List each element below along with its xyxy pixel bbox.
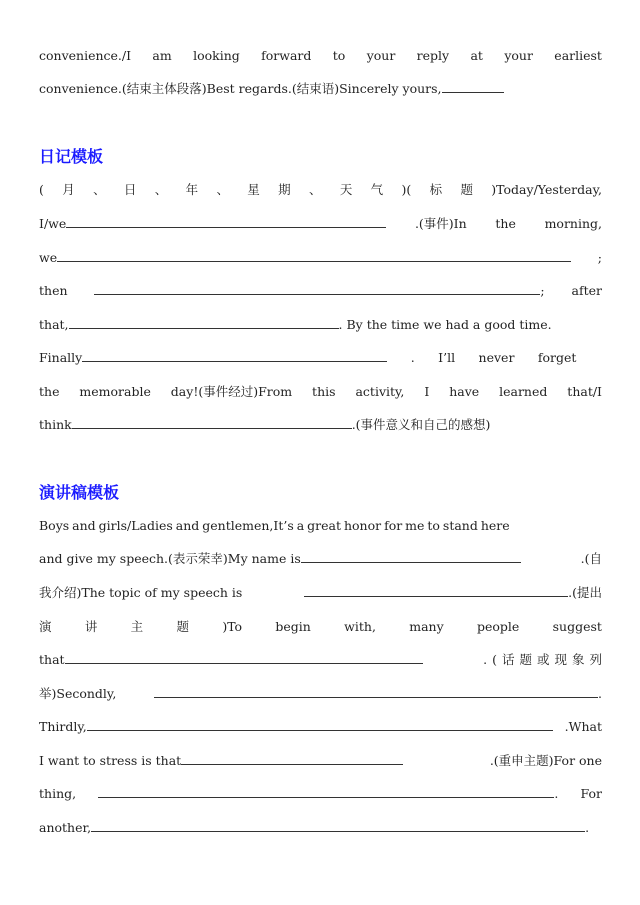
speech-line-3 <box>39 583 602 603</box>
word: reply <box>416 48 450 63</box>
word: with, <box>344 619 376 634</box>
word: 举)Secondly, <box>39 686 117 701</box>
suggestion-blank[interactable] <box>65 651 423 664</box>
word: )( <box>401 182 412 197</box>
word: never <box>478 350 515 365</box>
speech-line-10 <box>39 818 602 838</box>
word: 我介绍)The topic of my speech is <box>39 585 243 600</box>
name-blank[interactable] <box>301 550 521 563</box>
signature-blank[interactable] <box>442 80 504 93</box>
speech-line-5 <box>39 650 607 670</box>
word: begin <box>275 619 311 634</box>
word: forget <box>537 350 577 365</box>
word: am <box>152 48 172 63</box>
event-blank[interactable] <box>66 215 386 228</box>
then-activity-blank[interactable] <box>94 282 540 295</box>
diary-line-7 <box>39 382 602 402</box>
word: and give my speech.(表示荣幸)My name is <box>39 551 301 566</box>
word: your <box>504 48 533 63</box>
word: after <box>571 283 602 298</box>
after-that-blank[interactable] <box>69 316 339 329</box>
word: your <box>366 48 396 63</box>
diary-line-6 <box>39 348 602 368</box>
word: day!(事件经过)From <box>170 384 293 399</box>
word: the <box>39 384 60 399</box>
diary-line-4 <box>39 281 602 301</box>
speech-line-4 <box>39 617 602 637</box>
word: have <box>449 384 480 399</box>
word: think <box>39 417 72 432</box>
morning-activity-blank[interactable] <box>57 249 571 262</box>
finally-blank[interactable] <box>82 349 387 362</box>
speech-heading: 演讲稿模板 <box>39 483 120 502</box>
word: )Today/Yesterday, <box>491 182 602 197</box>
topic-blank[interactable] <box>304 584 568 597</box>
reflection-blank[interactable] <box>72 416 352 429</box>
word: 期 <box>278 182 291 197</box>
word: 标 <box>429 182 443 197</box>
speech-line-2 <box>39 549 602 569</box>
word: .(自 <box>580 551 602 566</box>
word: the <box>495 216 516 231</box>
word: at <box>470 48 483 63</box>
word: 星 <box>247 182 260 197</box>
word: 演 <box>39 619 52 634</box>
word: I <box>424 384 430 399</box>
word: thing, <box>39 786 77 801</box>
word: memorable <box>79 384 151 399</box>
word: 题 <box>176 619 189 634</box>
word: ; <box>597 250 602 265</box>
diary-line-3 <box>39 248 602 268</box>
word: .(事件意义和自己的感想) <box>351 417 491 432</box>
word: morning, <box>544 216 602 231</box>
word: . <box>410 350 415 365</box>
word: then <box>39 283 68 298</box>
word: .(事件)In <box>414 216 467 231</box>
word: . <box>585 820 590 835</box>
word: 题 <box>460 182 473 197</box>
speech-line-8 <box>39 751 602 771</box>
stress-blank[interactable] <box>181 752 403 765</box>
word: 主 <box>130 619 144 634</box>
word: earliest <box>554 48 602 63</box>
word: .What <box>564 719 602 734</box>
word: 、 <box>216 182 229 197</box>
word: ( <box>39 182 44 197</box>
word: 气 <box>370 182 384 197</box>
word: )To <box>222 619 243 634</box>
word: I want to stress is that <box>39 753 182 768</box>
word: that, <box>39 317 69 332</box>
word: forward <box>261 48 312 63</box>
speech-line-7 <box>39 717 602 737</box>
speech-line-9 <box>39 784 602 804</box>
word: Finally <box>39 350 83 365</box>
word: 、 <box>308 182 322 197</box>
word: I’ll <box>438 350 456 365</box>
word: that/I <box>567 384 602 399</box>
word: .(话题或现象列 <box>483 652 607 667</box>
word: people <box>476 619 520 634</box>
word: convenience./I <box>39 48 132 63</box>
word: 讲 <box>84 619 98 634</box>
diary-line-8 <box>39 415 602 435</box>
word: looking <box>193 48 240 63</box>
word: this <box>312 384 336 399</box>
letter-closing-text: convenience.(结束主体段落)Best regards.(结束语)Sincerely yours, <box>39 81 442 96</box>
for-another-blank[interactable] <box>91 819 585 832</box>
word: activity, <box>355 384 405 399</box>
word: 月 <box>62 182 75 197</box>
word: 、 <box>93 182 106 197</box>
word: learned <box>499 384 548 399</box>
letter-line-1 <box>39 46 602 66</box>
word: to <box>332 48 346 63</box>
for-one-thing-blank[interactable] <box>98 785 554 798</box>
word: suggest <box>552 619 602 634</box>
word: many <box>409 619 444 634</box>
diary-line-1 <box>39 180 602 200</box>
word: I/we <box>39 216 67 231</box>
thirdly-blank[interactable] <box>87 718 553 731</box>
speech-greeting: Boys and girls/Ladies and gentlemen,It’s a great honor for me to stand here <box>39 518 510 533</box>
word: Thirdly, <box>39 719 87 734</box>
speech-line-1 <box>39 516 602 536</box>
word: For <box>580 786 602 801</box>
word: that <box>39 652 65 667</box>
word: . <box>598 686 602 701</box>
word: .(提出 <box>568 585 602 600</box>
diary-heading: 日记模板 <box>39 147 104 166</box>
word: . By the time we had a good time. <box>338 317 552 332</box>
diary-line-2 <box>39 214 602 234</box>
word: .(重申主题)For one <box>489 753 602 768</box>
word: we <box>39 250 58 265</box>
speech-line-6 <box>39 684 602 704</box>
word: . <box>554 786 559 801</box>
word: 年 <box>185 182 199 197</box>
letter-line-2 <box>39 79 602 99</box>
word: another, <box>39 820 92 835</box>
word: 天 <box>339 182 353 197</box>
word: 、 <box>154 182 168 197</box>
secondly-blank[interactable] <box>154 685 598 698</box>
word: 日 <box>123 182 137 197</box>
diary-line-5 <box>39 315 602 335</box>
word: ; <box>540 283 545 298</box>
